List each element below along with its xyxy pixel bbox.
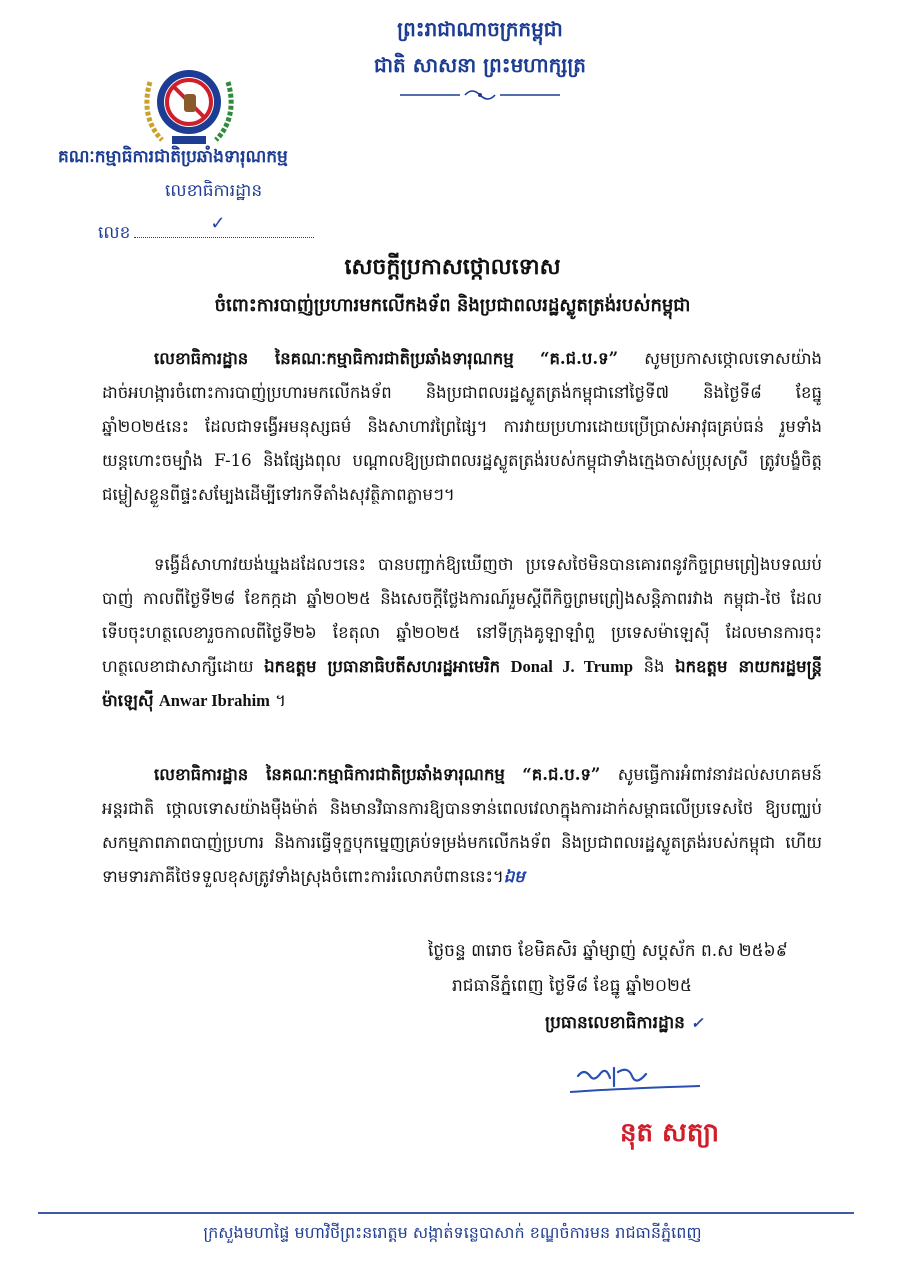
lunar-date: ថ្ងៃចន្ទ ៣រោច ខែមិគសិរ ឆ្នាំម្សាញ់ សប្តស័ក ព.ស ២៥៦៩	[428, 941, 788, 961]
p1-lead: លេខាធិការដ្ឋាន នៃគណៈកម្មាធិការជាតិប្រឆាំងទារុណកម្ម	[154, 349, 514, 368]
p3-lead: លេខាធិការដ្ឋាន នៃគណៈកម្មាធិការជាតិប្រឆាំងទារុណកម្ម	[154, 765, 505, 784]
p3-abbr: “គ.ជ.ប.ទ”	[522, 765, 601, 784]
committee-name: គណៈកម្មាធិការជាតិប្រឆាំងទារុណកម្ម	[58, 147, 288, 167]
signatory-title-text: ប្រធានលេខាធិការដ្ឋាន	[545, 1013, 685, 1033]
header-flourish	[395, 86, 565, 104]
p3-text: សូមធ្វើការអំពាវនាវដល់សហគមន៍អន្តរជាតិ ថ្កោលទោសយ៉ាងម៉ឺងម៉ាត់ និងមានវិធានការឱ្យបានទាន់ពេលវេលាក្នុងការដាក់សម្ពាធលើប្រទេសថៃ ឱ្យបញ្ឈប់សកម្មភាពភាពបាញ់ប្រហារ និងការធ្វើទុក្ខបុកម្នេញគ្រប់ទម្រង់មកលើកងទ័ព និងប្រជាពលរដ្ឋស្លូតត្រង់របស់កម្ពុជា ហើយទាមទារភាគីថៃទទួលខុសត្រូវទាំងស្រុងចំពោះការរំលោភបំពាននេះ។	[102, 765, 823, 886]
committee-logo	[142, 62, 236, 152]
p2-bold-2: ឯកឧត្តម នាយករដ្ឋមន្ត្រីម៉ាឡេស៊ី	[102, 657, 822, 710]
p2-name-1: Donal J. Trump	[510, 657, 633, 676]
p3-handwritten-mark: ឯម	[503, 867, 525, 886]
national-motto: ជាតិ សាសនា ព្រះមហាក្សត្រ	[374, 53, 586, 77]
p2-and: និង	[633, 657, 676, 676]
footer-address: ក្រសួងមហាផ្ទៃ មហាវិថីព្រះនរោត្តម សង្កាត់ទន្លេបាសាក់ ខណ្ឌចំការមន រាជធានីភ្នំពេញ	[203, 1223, 702, 1242]
p2-bold-1: ឯកឧត្តម ប្រធានាធិបតីសហរដ្ឋអាមេរិក	[264, 657, 501, 676]
secretariat-label: លេខាធិការដ្ឋាន	[165, 181, 263, 201]
solar-date: រាជធានីភ្នំពេញ ថ្ងៃទី៨ ខែធ្នូ ឆ្នាំ២០២៥	[452, 976, 692, 996]
p1-text: សូមប្រកាសថ្កោលទោសយ៉ាងដាច់អហង្ការចំពោះការបាញ់ប្រហារមកលើកងទ័ព និងប្រជាពលរដ្ឋស្លូតត្រង់កម្ពុជានៅថ្ងៃទី៧ និងថ្ងៃទី៨ ខែធ្នូ ឆ្នាំ២០២៥នេះ ដែលជាទង្វើអមនុស្សធម៌ និងសាហាវព្រៃផ្សៃ។ ការវាយប្រហារដោយប្រើប្រាស់អាវុធគ្រប់ធន់ រួមទាំងយន្តហោះចម្បាំង F-16 និងផ្សែងពុល បណ្តាលឱ្យប្រជាពលរដ្ឋស្លូតត្រង់របស់កម្ពុជាទាំងក្មេងចាស់ប្រុសស្រី ត្រូវបង្ខំចិត្តជម្លៀសខ្លួនពីផ្ទះសម្បែងដើម្បីទៅរកទីតាំងសុវត្ថិភាពភ្លាមៗ។	[102, 349, 823, 504]
reference-label: លេខ	[98, 223, 131, 243]
signatory-title	[545, 1012, 703, 1037]
initial-mark: ✓	[690, 1014, 704, 1032]
paragraph-2	[102, 548, 822, 718]
reference-dots	[134, 213, 314, 238]
footer-divider	[38, 1212, 854, 1214]
kingdom-title: ព្រះរាជាណាចក្រកម្ពុជា	[397, 17, 563, 41]
document-subtitle: ចំពោះការបាញ់ប្រហារមកលើកងទ័ព និងប្រជាពលរដ្ឋស្លូតត្រង់របស់កម្ពុជា	[214, 295, 691, 316]
signature	[566, 1062, 706, 1102]
p2-end: ។	[269, 691, 287, 710]
paragraph-1	[102, 342, 822, 512]
check-mark-icon: ✓	[210, 213, 226, 234]
document-title: សេចក្តីប្រកាសថ្កោលទោស	[344, 254, 561, 280]
p2-text: ទង្វើដ៏សាហាវយង់ឃ្នងដដែលៗនេះ បានបញ្ជាក់ឱ្យឃើញថា ប្រទេសថៃមិនបានគោរពនូវកិច្ចព្រមព្រៀងបទឈប់បាញ់ កាលពីថ្ងៃទី២៨ ខែកក្កដា ឆ្នាំ២០២៥ និងសេចក្តីថ្លែងការណ៍រួមស្តីពីកិច្ចព្រមព្រៀងសន្តិភាពរវាង កម្ពុជា-ថៃ ដែលទើបចុះហត្ថលេខារួចកាលពីថ្ងៃទី២៦ ខែតុលា ឆ្នាំ២០២៥ នៅទីក្រុងគូឡាឡាំពួ ប្រទេសម៉ាឡេស៊ី ដែលមានការចុះហត្ថលេខាជាសាក្សីដោយ	[102, 555, 822, 676]
p1-abbr: “គ.ជ.ប.ទ”	[539, 349, 619, 368]
reference-number	[98, 213, 314, 247]
p2-name-2: Anwar Ibrahim	[158, 691, 270, 710]
paragraph-3	[102, 758, 822, 894]
signatory-name: នុត សត្យា	[620, 1118, 719, 1148]
